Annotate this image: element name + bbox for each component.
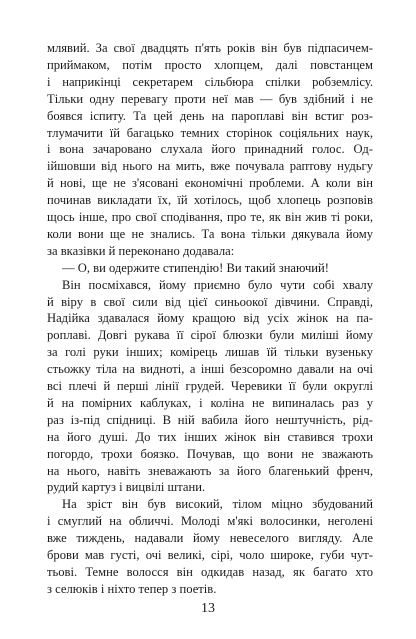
text-line: всі плечі й перші лінії грудей. Черевики її були округлі: [47, 379, 373, 393]
text-line: раз із-під спідниці. В ній вабила його нештучність, рід-: [47, 412, 373, 427]
text-line: погордо, трохи боязко. Почував, що вони не зважають: [47, 446, 373, 461]
text-line: млявий. За свої двадцять п'ять років він був підпасичем-: [47, 41, 373, 55]
text-line: за голі руки інших; комірець лишав їй тільки вузеньку: [47, 345, 373, 360]
text-line: тьові. Темне волосся він одкидав назад, як багато хто: [47, 564, 373, 579]
text-line: на нього, навіть зневажають за його благенький френч,: [47, 463, 373, 478]
text-line: вже тиждень, надавали йому невеселого вигляду. Але: [47, 531, 373, 546]
text-line: брови мав густі, очі великі, сірі, чоло широке, губи чут-: [47, 548, 373, 562]
text-line: на його душі. До тих інших жінок він ставився трохи: [47, 429, 373, 444]
text-line: й нові, ще не з'ясовані економічні проблеми. А коли він: [47, 176, 373, 191]
page-number: 13: [201, 601, 215, 616]
text-line: за вказівки й переконано додавала:: [47, 243, 235, 258]
text-line: ійшовши від нього на мить, вже почувала раптову нудьгу: [47, 159, 373, 174]
text-line: коли вони ще не знались. Та вона тільки дякувала йому: [47, 226, 373, 241]
text-line: тлумачити їй багацько темних сторінок соціяльних наук,: [47, 125, 373, 140]
text-line: стьожку тіла на видноті, а інші безсоромно давали на очі: [47, 362, 373, 377]
text-line: й на помірних каблуках, і коліна не випиналась раз у: [47, 395, 373, 410]
text-line: приймаком, потім просто хлопцем, далі повстанцем: [47, 57, 373, 72]
text-line: щось інше, про свої сподівання, про те, як він жив ті роки,: [47, 210, 373, 224]
text-line: починав викладати їх, їй хотілось, щоб хлопець розповів: [47, 193, 373, 208]
text-line: і смуглий на обличчі. Молоді м'які волосинки, неголені: [47, 514, 373, 529]
dialogue-line: — О, ви одержите стипендію! Ви такий знаючий!: [62, 260, 329, 275]
paragraph-first-line: Він посміхався, йому приємно було чути собі хвалу: [62, 277, 373, 292]
text-line: і наприкінці секретарем сільбюра спілки робземлісу.: [47, 74, 373, 89]
text-line: Тільки одну перевагу проти неї мав — був здібний і не: [47, 91, 373, 106]
text-line: й віру в свої сили від цієї синьоокої дівчини. Справді,: [47, 294, 373, 309]
text-line: з селюків і ніхто тепер з поетів.: [47, 581, 217, 596]
text-line: боявся іспиту. Та цей день на пароплаві він встиг роз-: [47, 108, 373, 123]
paragraph-first-line: На зріст він був високий, тілом міцно збудований: [62, 497, 373, 512]
text-line: роплаві. Довгі рукава її сірої блюзки були милішi йому: [47, 328, 373, 343]
text-line: і вона зачаровано слухала його принадний голос. Од-: [47, 142, 373, 157]
text-line: рудий картуз і вицвілі штани.: [47, 480, 206, 495]
text-line: Надійка здавалася йому кращою від усіх жінок на па-: [47, 311, 373, 326]
